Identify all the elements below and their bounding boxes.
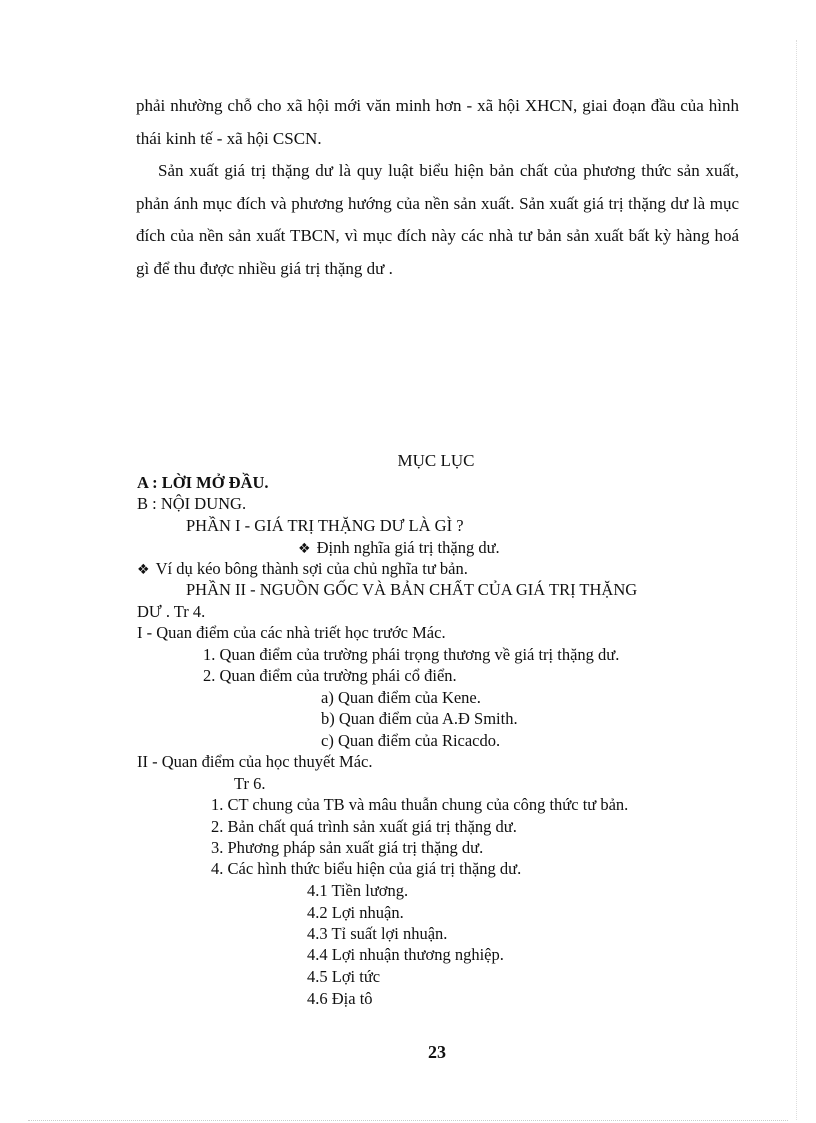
toc-section-2-2: 2. Bản chất quá trình sản xuất giá trị thặng dư. bbox=[211, 817, 517, 836]
toc-part-2-line-2: DƯ . Tr 4. bbox=[137, 602, 206, 621]
toc-section-2-4-1: 4.1 Tiền lương. bbox=[307, 881, 409, 900]
toc-part-2-line-1: PHẦN II - NGUỒN GỐC VÀ BẢN CHẤT CỦA GIÁ TRỊ THẶNG bbox=[186, 580, 638, 599]
toc-part-1: PHẦN I - GIÁ TRỊ THẶNG DƯ LÀ GÌ ? bbox=[186, 516, 464, 535]
toc-part-1-definition bbox=[298, 537, 500, 560]
toc-section-1-1: 1. Quan điểm của trường phái trọng thương về giá trị thặng dư. bbox=[203, 645, 620, 664]
toc-section-2-1: 1. CT chung của TB và mâu thuẫn chung của công thức tư bản. bbox=[211, 795, 629, 814]
toc-section-2-4-5: 4.5 Lợi tức bbox=[307, 967, 381, 986]
toc-section-2: II - Quan điểm của học thuyết Mác. bbox=[137, 752, 373, 771]
toc-section-1-2-b: b) Quan điểm của A.Đ Smith. bbox=[321, 709, 518, 728]
diamond-bullet-icon: ❖ bbox=[298, 541, 311, 557]
side-divider bbox=[796, 40, 797, 1120]
toc-section-2-4-4: 4.4 Lợi nhuận thương nghiệp. bbox=[307, 945, 504, 964]
toc-a-intro: A : LỜI MỞ ĐẦU. bbox=[137, 473, 269, 492]
toc-section-1-2-c: c) Quan điểm của Ricacdo. bbox=[321, 731, 501, 750]
toc-title: MỤC LỤC bbox=[397, 451, 475, 470]
toc-b-content: B : NỘI DUNG. bbox=[137, 494, 247, 513]
toc-section-2-3: 3. Phương pháp sản xuất giá trị thặng dư. bbox=[211, 838, 484, 857]
body-paragraph-2: Sản xuất giá trị thặng dư là quy luật biểu hiện bản chất của phương thức sản xuất, phản ánh mục đích và phương hướng của nền sản xuất. Sản xuất giá trị thặng dư là mục đích của nền sản xuất TBCN, vì mục đích này các nhà tư bản sản xuất bất kỳ hàng hoá gì để thu được nhiều giá trị thặng dư . bbox=[136, 161, 739, 278]
page-number: 23 bbox=[428, 1042, 446, 1062]
toc-part-1-example-label: Ví dụ kéo bông thành sợi của chủ nghĩa tư bản. bbox=[155, 559, 468, 578]
toc-section-2-4-3: 4.3 Tỉ suất lợi nhuận. bbox=[307, 924, 448, 943]
toc-section-2-4: 4. Các hình thức biểu hiện của giá trị thặng dư. bbox=[211, 859, 522, 878]
toc-section-1: I - Quan điểm của các nhà triết học trước Mác. bbox=[137, 623, 446, 642]
body-paragraph-1: phải nhường chỗ cho xã hội mới văn minh hơn - xã hội XHCN, giai đoạn đầu của hình thái kinh tế - xã hội CSCN. bbox=[136, 96, 739, 148]
toc-section-2-4-6: 4.6 Địa tô bbox=[307, 989, 373, 1008]
footer-divider bbox=[28, 1120, 788, 1121]
toc-section-2-4-2: 4.2 Lợi nhuận. bbox=[307, 903, 404, 922]
toc-section-1-2-a: a) Quan điểm của Kene. bbox=[321, 688, 481, 707]
toc-section-1-2: 2. Quan điểm của trường phái cổ điển. bbox=[203, 666, 457, 685]
toc-section-2-page: Tr 6. bbox=[234, 774, 266, 793]
toc-part-1-definition-label: Định nghĩa giá trị thặng dư. bbox=[316, 538, 500, 557]
toc-part-1-example bbox=[137, 558, 468, 581]
diamond-bullet-icon: ❖ bbox=[137, 562, 150, 578]
